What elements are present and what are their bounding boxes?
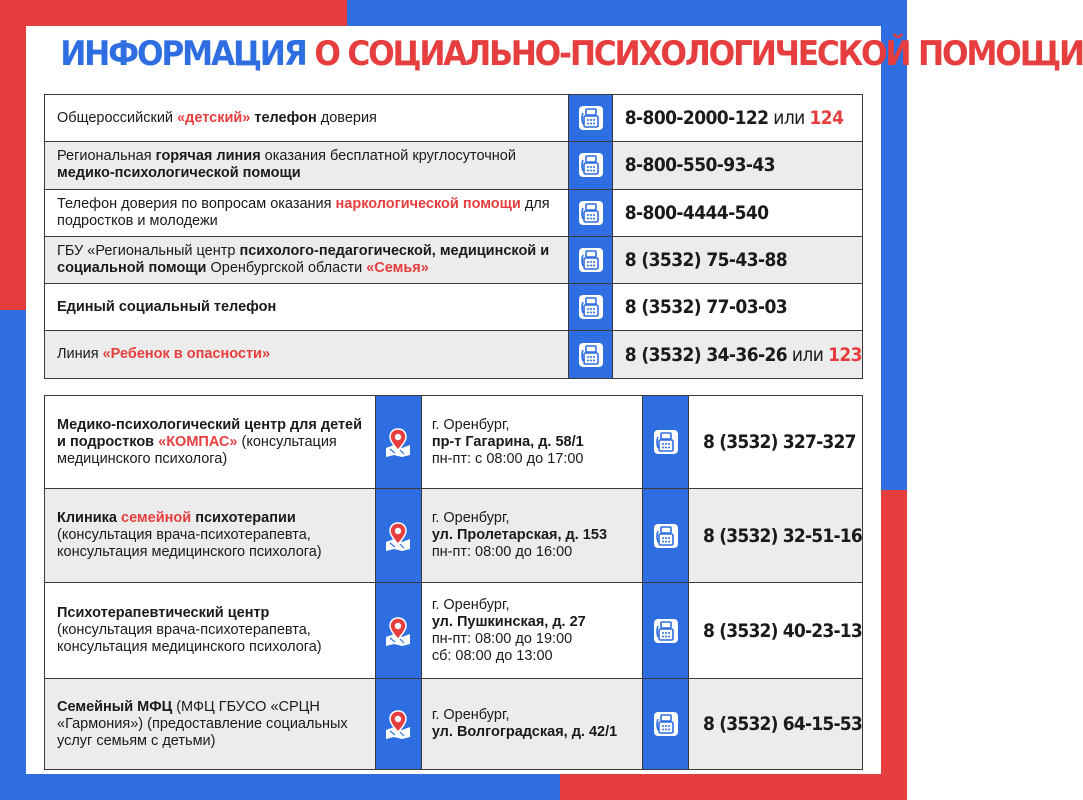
phone-number[interactable]: 8-800-550-93-43 bbox=[624, 154, 775, 177]
center-name-note: (консультация врача-психотерапевта, консультация медицинского психолога) bbox=[57, 527, 322, 560]
center-name-highlight: «КОМПАС» bbox=[158, 433, 238, 450]
phone-number[interactable]: 8 (3532) 34-36-26 bbox=[624, 343, 788, 366]
working-hours: пн-пт: с 08:00 до 17:00 bbox=[431, 450, 584, 467]
working-hours: пн-пт: 08:00 до 19:00 bbox=[431, 630, 573, 647]
center-name-bold: Клиника bbox=[57, 510, 121, 526]
desc-text: оказания бесплатной круглосуточной bbox=[260, 148, 516, 165]
center-name-bold: Психотерапевтический центр bbox=[57, 605, 270, 621]
telephone-icon bbox=[650, 708, 682, 740]
hotline-phone[interactable] bbox=[612, 284, 862, 331]
hotline-row bbox=[45, 95, 863, 142]
telephone-icon bbox=[575, 197, 607, 229]
center-phone[interactable] bbox=[689, 679, 863, 770]
desc-text: Линия bbox=[57, 346, 103, 363]
location-icon-cell bbox=[375, 583, 421, 679]
center-name-note: (консультация врача-психотерапевта, консультация медицинского психолога) bbox=[57, 622, 322, 655]
hotline-phone[interactable] bbox=[612, 189, 862, 236]
phone-icon-cell bbox=[569, 142, 612, 189]
location-icon-cell bbox=[375, 396, 421, 489]
desc-text: Оренбургской области bbox=[206, 260, 367, 277]
phone-icon-cell bbox=[569, 95, 612, 142]
desc-bold: психолого-педагогической, медицинской и социальной помощи bbox=[57, 243, 550, 277]
center-phone[interactable] bbox=[689, 583, 863, 679]
phone-icon-cell bbox=[643, 679, 689, 770]
phone-number[interactable]: 8 (3532) 32-51-16 bbox=[703, 524, 862, 547]
map-pin-icon bbox=[382, 708, 414, 740]
desc-text: для подростков и молодежи bbox=[57, 195, 550, 229]
center-name-bold: Медико-психологический центр для детей и подростков bbox=[57, 416, 363, 450]
desc-text: Региональная bbox=[57, 148, 156, 165]
phone-icon-cell bbox=[569, 189, 612, 236]
hotline-description bbox=[45, 284, 569, 331]
address-city: г. Оренбург, bbox=[431, 707, 510, 723]
centers-table bbox=[44, 395, 863, 770]
map-pin-icon bbox=[382, 520, 414, 552]
location-icon-cell bbox=[375, 489, 421, 583]
center-name-highlight: семейной bbox=[121, 510, 192, 526]
title-part-red: О СОЦИАЛЬНО-ПСИХОЛОГИЧЕСКОЙ ПОМОЩИ bbox=[314, 34, 1083, 74]
hotline-description bbox=[45, 331, 569, 378]
center-phone[interactable] bbox=[689, 396, 863, 489]
desc-bold: горячая линия bbox=[155, 148, 261, 165]
center-row bbox=[45, 679, 863, 770]
phone-number[interactable]: 8 (3532) 40-23-13 bbox=[703, 619, 862, 642]
center-row bbox=[45, 489, 863, 583]
address-city: г. Оренбург, bbox=[431, 416, 510, 433]
hotline-description bbox=[45, 95, 569, 142]
center-name bbox=[45, 583, 376, 679]
phone-number[interactable]: 8-800-4444-540 bbox=[624, 201, 769, 224]
phone-separator: или bbox=[787, 343, 829, 366]
telephone-icon bbox=[650, 426, 682, 458]
location-icon-cell bbox=[375, 679, 421, 770]
hotlines-table bbox=[44, 94, 863, 379]
phone-icon-cell bbox=[569, 331, 612, 378]
hotline-row bbox=[45, 236, 863, 283]
desc-text: ГБУ «Региональный центр bbox=[57, 243, 240, 260]
hotline-description bbox=[45, 142, 569, 189]
desc-highlight: «Семья» bbox=[366, 260, 429, 277]
phone-number[interactable]: 8 (3532) 77-03-03 bbox=[624, 296, 788, 319]
phone-short-number[interactable]: 124 bbox=[809, 107, 844, 130]
center-row bbox=[45, 396, 863, 489]
phone-icon-cell bbox=[643, 583, 689, 679]
phone-short-number[interactable]: 123 bbox=[828, 343, 862, 366]
hotline-phone[interactable] bbox=[612, 236, 862, 283]
center-address bbox=[421, 489, 642, 583]
frame-top-blue bbox=[347, 0, 907, 26]
address-street: ул. Пушкинская, д. 27 bbox=[431, 613, 586, 630]
phone-separator: или bbox=[768, 107, 810, 130]
phone-number[interactable]: 8 (3532) 75-43-88 bbox=[624, 249, 788, 272]
phone-icon-cell bbox=[643, 489, 689, 583]
frame-top-red bbox=[0, 0, 347, 26]
desc-text: Общероссийский bbox=[57, 109, 178, 126]
center-name-note: (консультация медицинского психолога) bbox=[57, 433, 337, 467]
desc-text: Телефон доверия по вопросам оказания bbox=[57, 195, 336, 212]
frame-left-red bbox=[0, 0, 26, 310]
map-pin-icon bbox=[382, 615, 414, 647]
telephone-icon bbox=[575, 339, 607, 371]
center-address bbox=[421, 583, 642, 679]
address-city: г. Оренбург, bbox=[431, 510, 510, 526]
desc-highlight: «детский» bbox=[177, 109, 251, 126]
telephone-icon bbox=[650, 615, 682, 647]
phone-icon-cell bbox=[569, 284, 612, 331]
frame-left-blue bbox=[0, 310, 26, 800]
address-street: пр-т Гагарина, д. 58/1 bbox=[431, 433, 584, 450]
phone-number[interactable]: 8 (3532) 327-327 bbox=[703, 431, 856, 453]
frame-bottom-red bbox=[560, 774, 907, 800]
address-street: ул. Пролетарская, д. 153 bbox=[431, 527, 608, 543]
hotline-description bbox=[45, 189, 569, 236]
desc-text: доверия bbox=[316, 109, 377, 126]
telephone-icon bbox=[575, 291, 607, 323]
telephone-icon bbox=[575, 102, 607, 134]
desc-bold: медико-психологической помощи bbox=[57, 165, 301, 182]
desc-bold: Единый социальный телефон bbox=[57, 298, 277, 315]
frame-right-red bbox=[881, 490, 907, 800]
phone-number[interactable]: 8-800-2000-122 bbox=[624, 107, 769, 130]
center-name-note: (МФЦ ГБУСО «СРЦН «Гармония») (предоставление социальных услуг семьям с детьми) bbox=[57, 698, 348, 749]
title-part-blue: ИНФОРМАЦИЯ bbox=[60, 34, 306, 74]
center-address bbox=[421, 396, 642, 489]
desc-bold: телефон bbox=[250, 109, 317, 126]
hotline-row bbox=[45, 189, 863, 236]
working-hours: пн-пт: 08:00 до 16:00 bbox=[431, 544, 573, 560]
working-hours-saturday: сб: 08:00 до 13:00 bbox=[431, 647, 553, 664]
phone-icon-cell bbox=[643, 396, 689, 489]
center-name bbox=[45, 489, 376, 583]
phone-icon-cell bbox=[569, 236, 612, 283]
center-row bbox=[45, 583, 863, 679]
page-title bbox=[60, 34, 1083, 74]
center-phone[interactable] bbox=[689, 489, 863, 583]
phone-number[interactable]: 8 (3532) 64-15-53 bbox=[703, 713, 862, 735]
address-city: г. Оренбург, bbox=[431, 596, 510, 613]
frame-bottom-blue bbox=[0, 774, 560, 800]
hotline-row bbox=[45, 331, 863, 378]
address-street: ул. Волгоградская, д. 42/1 bbox=[431, 724, 618, 740]
center-name bbox=[45, 679, 376, 770]
telephone-icon bbox=[575, 244, 607, 276]
desc-highlight: наркологической помощи bbox=[335, 195, 521, 212]
desc-highlight: «Ребенок в опасности» bbox=[102, 346, 271, 363]
map-pin-icon bbox=[382, 426, 414, 458]
center-name bbox=[45, 396, 376, 489]
hotline-row bbox=[45, 284, 863, 331]
hotline-description bbox=[45, 236, 569, 283]
telephone-icon bbox=[650, 520, 682, 552]
center-address bbox=[421, 679, 642, 770]
hotline-phone[interactable] bbox=[612, 95, 862, 142]
center-name-bold: психотерапии bbox=[191, 510, 296, 526]
center-name-bold: Семейный МФЦ bbox=[57, 698, 173, 715]
hotline-phone[interactable] bbox=[612, 142, 862, 189]
telephone-icon bbox=[575, 149, 607, 181]
hotline-phone[interactable] bbox=[612, 331, 862, 378]
hotline-row bbox=[45, 142, 863, 189]
